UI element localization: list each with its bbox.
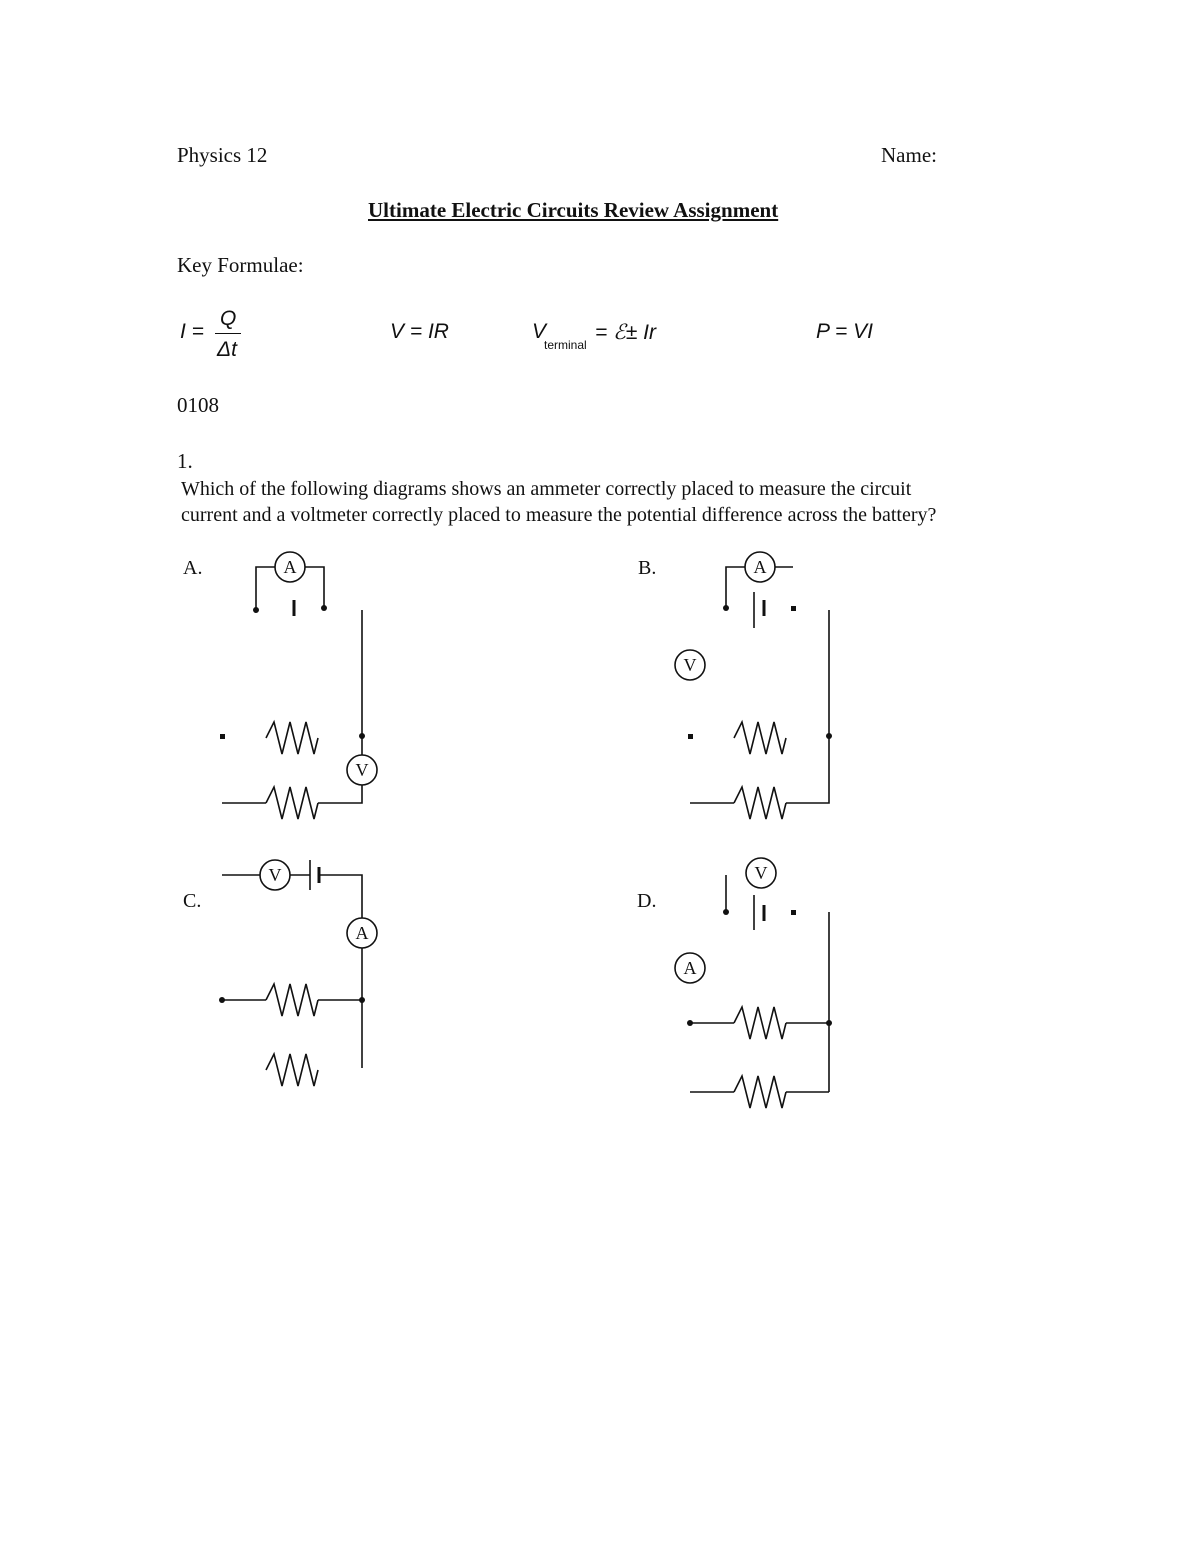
option-a-label[interactable]: A. (183, 557, 203, 579)
formula-terminal-v: V (532, 320, 547, 343)
formula-current-num: Q (220, 307, 237, 330)
formula-current-den: Δt (217, 338, 237, 361)
course-name: Physics 12 (177, 143, 268, 167)
circuit-c[interactable] (222, 860, 377, 1086)
resistor-icon (266, 1054, 318, 1086)
name-label: Name: (881, 143, 937, 167)
formula-terminal-rest: = ℰ± Ir (595, 321, 657, 344)
question-code: 0108 (177, 393, 219, 417)
option-c-label[interactable]: C. (183, 890, 202, 912)
resistor-icon (734, 1007, 786, 1039)
resistor-icon (734, 1076, 786, 1108)
question-text-line1: Which of the following diagrams shows an ammeter correctly placed to measure the circuit (181, 478, 912, 500)
formula-ohm: V = IR (390, 320, 449, 343)
circuit-a[interactable] (222, 552, 377, 819)
option-b-label[interactable]: B. (638, 557, 657, 579)
meter-letter: V (754, 863, 768, 883)
meter-letter: A (283, 557, 297, 577)
question-text-line2: current and a voltmeter correctly placed to measure the potential difference across the battery? (181, 504, 937, 526)
meter-letter: A (355, 923, 369, 943)
formula-power: P = VI (816, 320, 874, 343)
meter-letter: V (683, 655, 697, 675)
formulae-label: Key Formulae: (177, 253, 304, 277)
option-d-label[interactable]: D. (637, 890, 657, 912)
circuit-b[interactable] (675, 552, 829, 819)
resistor-icon (266, 787, 318, 819)
formula-current-lhs: I = (180, 320, 204, 343)
meter-letter: V (355, 760, 369, 780)
resistor-icon (734, 787, 786, 819)
formula-terminal-sub: terminal (544, 338, 587, 352)
meter-letter: A (753, 557, 767, 577)
meter-letter: V (268, 865, 282, 885)
resistor-icon (266, 722, 318, 754)
resistor-icon (734, 722, 786, 754)
circuit-d[interactable] (675, 858, 829, 1108)
meter-letter: A (683, 958, 697, 978)
question-number: 1. (177, 449, 193, 473)
resistor-icon (266, 984, 318, 1016)
page-title: Ultimate Electric Circuits Review Assignment (368, 198, 779, 222)
